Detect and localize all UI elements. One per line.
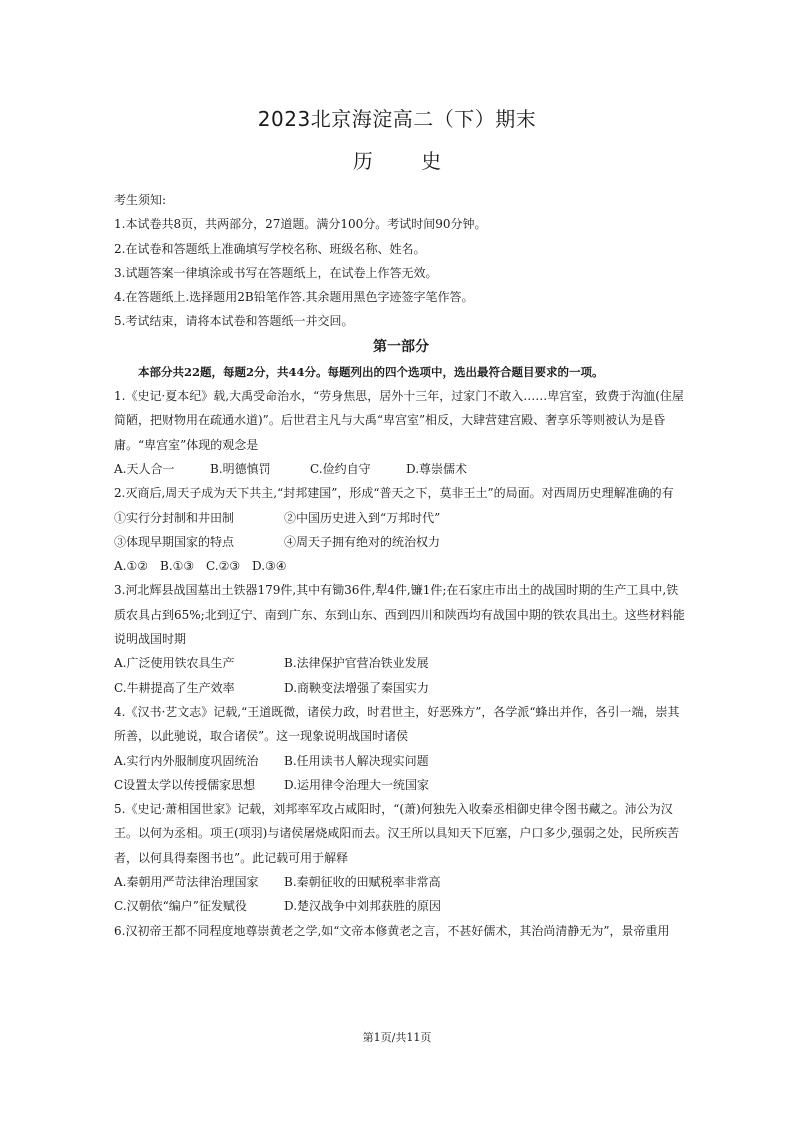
option-d: D.③④: [252, 559, 287, 574]
option-a: A.广泛使用铁农具生产: [114, 656, 235, 671]
statement-3: ③体现早期国家的特点: [114, 534, 235, 549]
question-2-items-row-2: [114, 530, 688, 554]
option-a: A.秦朝用严苛法律治理国家: [114, 875, 259, 890]
option-d: D.尊崇儒术: [406, 461, 468, 476]
option-b: B.法律保护官营冶铁业发展: [284, 656, 429, 671]
option-b: B.明德慎罚: [210, 461, 271, 476]
question-3-options-row-1: [114, 651, 688, 675]
question-3-options-row-2: [114, 676, 688, 700]
option-c: C.俭约自守: [310, 461, 371, 476]
notice-item: 2.在试卷和答题纸上准确填写学校名称、班级名称、姓名。: [114, 241, 426, 256]
question-5-options-row-2: [114, 894, 688, 918]
option-d: D.商鞅变法增强了秦国实力: [284, 680, 430, 695]
question-6-stem: 6.汉初帝王都不同程度地尊崇黄老之学,如“文帝本修黄老之言，不甚好儒术，其治尚清静无为”，景帝重用: [114, 923, 670, 938]
question-4-options-row-1: [114, 749, 688, 773]
notice-item: 3.试题答案一律填涂或书写在答题纸上，在试卷上作答无效。: [114, 265, 438, 280]
notice-item: 4.在答题纸上.选择题用2B铅笔作答.其余题用黑色字迹签字笔作答。: [114, 290, 474, 305]
option-d: D.运用律令治理大一统国家: [284, 777, 430, 792]
question-5-options-row-1: [114, 870, 688, 894]
option-c: C设置太学以传授儒家思想: [114, 777, 256, 792]
subject-char-1: 历: [352, 149, 373, 173]
option-a: A.①②: [114, 559, 148, 574]
option-c: C.②③: [206, 559, 241, 574]
question-1-options: [114, 457, 688, 481]
exam-content: [114, 188, 688, 943]
question-2-items-row-1: [114, 506, 688, 530]
question-5-stem: 5.《史记·萧相国世家》记载，刘邦率军攻占咸阳时，“(萧)何独先入收秦丞相御史律令图书藏之。沛公为汉王。以何为丞相。项王(项羽)与诸侯屠烧咸阳而去。汉王所以具知天下厄塞，户口多少,强弱之处，民所疾苦者，以何具得秦图书也”。此记载可用于解释: [114, 802, 680, 865]
option-b: B.秦朝征收的田赋税率非常高: [284, 875, 441, 890]
question-4-stem: 4.《汉书·艺文志》记载,“王道既微，诸侯力政，时君世主，好恶殊方”，各学派“蜂出并作，各引一端，崇其所善，以此驰说，取合诸侯”。这一现象说明战国时诸侯: [114, 704, 680, 744]
option-c: C.牛耕提高了生产效率: [114, 680, 235, 695]
question-1-stem: 1.《史记·夏本纪》载,大禹受命治水，“劳身焦思，居外十三年，过家门不敢入……卑宫室，致费于沟洫(住屋简陋，把财物用在疏通水道)”。后世君主凡与大禹“卑宫室”相反，大肆营建宫殿、奢享乐等则被认为是昏庸。“卑宫室”体现的观念是: [114, 389, 684, 452]
section-intro: 本部分共22题，每题2分，共44分。每题列出的四个选项中，选出最符合题目要求的一项。: [138, 364, 604, 379]
notice-item: 1.本试卷共8页，共两部分，27道题。满分100分。考试时间90分钟。: [114, 217, 487, 232]
page-title: 2023北京海淀高二（下）期末: [257, 107, 537, 131]
statement-2: ②中国历史进入到“万邦时代”: [284, 510, 441, 525]
question-4-options-row-2: [114, 773, 688, 797]
option-a: A.实行内外服制度巩固统治: [114, 753, 259, 768]
option-b: B.任用读书人解决现实问题: [284, 753, 429, 768]
option-c: C.汉朝依“编户”征发赋役: [114, 899, 247, 914]
statement-1: ①实行分封制和井田制: [114, 510, 235, 525]
option-b: B.①③: [160, 559, 195, 574]
subject-char-2: 史: [421, 149, 442, 173]
notice-label: 考生须知:: [114, 193, 167, 207]
subject-heading: [0, 148, 794, 174]
question-2-stem: 2.灭商后,周天子成为天下共主,“封邦建国”，形成“普天之下，莫非王土”的局面。对西周历史理解准确的有: [114, 486, 674, 501]
section-title: 第一部分: [373, 338, 429, 355]
option-d: D.楚汉战争中刘邦获胜的原因: [284, 899, 442, 914]
page-number: 第1页/共11页: [362, 1031, 432, 1044]
question-2-options: [114, 554, 688, 578]
option-a: A.天人合一: [114, 461, 175, 476]
notice-item: 5.考试结束，请将本试卷和答题纸一并交回。: [114, 314, 354, 329]
question-3-stem: 3.河北辉县战国墓出土铁器179件,其中有锄36件,犁4件,镰1件;在石家庄市出土的战国时期的生产工具中,铁质农具占到65%;北到辽宁、南到广东、东到山东、西到四川和陕西均有战国中期的铁农具出土。这些材料能说明战国时期: [114, 583, 685, 647]
statement-4: ④周天子拥有绝对的统治权力: [284, 534, 441, 549]
